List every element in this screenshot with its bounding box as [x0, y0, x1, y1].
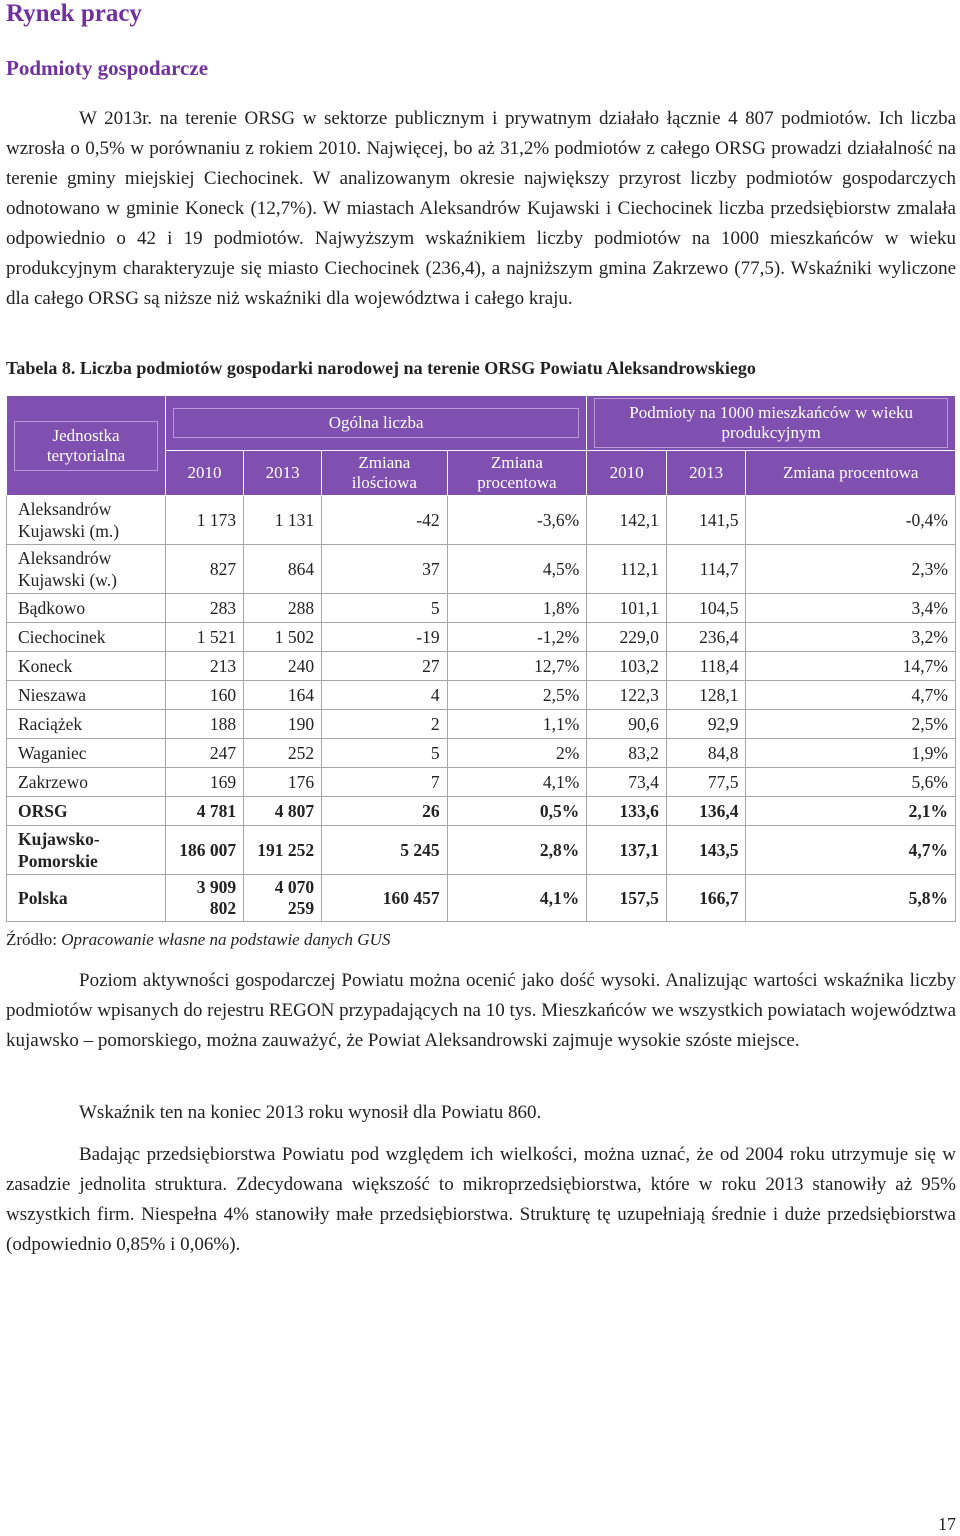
table-row [7, 875, 956, 922]
table-row [7, 545, 956, 594]
cell-c2010: 827 [166, 545, 244, 594]
header-unit: Jednostka terytorialna [7, 396, 166, 496]
cell-r2013: 166,7 [666, 875, 746, 922]
cell-pct: 1,8% [447, 594, 587, 623]
cell-r2013: 118,4 [666, 652, 746, 681]
cell-c2013: 176 [244, 768, 322, 797]
cell-rpct: 3,4% [746, 594, 956, 623]
cell-abs: 26 [322, 797, 448, 826]
cell-rpct: 2,1% [746, 797, 956, 826]
row-unit-name: Nieszawa [7, 681, 166, 710]
row-unit-name: Aleksandrów Kujawski (w.) [7, 545, 166, 594]
row-unit-name: Raciążek [7, 710, 166, 739]
cell-c2013: 864 [244, 545, 322, 594]
cell-rpct: 2,5% [746, 710, 956, 739]
header-2013: 2013 [244, 451, 322, 496]
cell-c2013: 252 [244, 739, 322, 768]
cell-pct: 2% [447, 739, 587, 768]
cell-r2010: 83,2 [587, 739, 667, 768]
cell-abs: 2 [322, 710, 448, 739]
cell-abs: -42 [322, 496, 448, 545]
cell-pct: 0,5% [447, 797, 587, 826]
cell-c2013: 191 252 [244, 826, 322, 875]
cell-abs: 5 [322, 739, 448, 768]
cell-c2010: 4 781 [166, 797, 244, 826]
cell-c2013: 240 [244, 652, 322, 681]
cell-rpct: 4,7% [746, 681, 956, 710]
cell-c2013: 1 502 [244, 623, 322, 652]
header-rate-2010: 2010 [587, 451, 667, 496]
cell-c2010: 169 [166, 768, 244, 797]
cell-c2013: 1 131 [244, 496, 322, 545]
row-unit-name: Waganiec [7, 739, 166, 768]
table-row [7, 496, 956, 545]
cell-rpct: 5,6% [746, 768, 956, 797]
page-title: Rynek pracy [6, 0, 142, 27]
cell-pct: 12,7% [447, 652, 587, 681]
cell-pct: -3,6% [447, 496, 587, 545]
header-group-total: Ogólna liczba [166, 396, 587, 451]
cell-r2010: 101,1 [587, 594, 667, 623]
cell-c2010: 3 909 802 [166, 875, 244, 922]
cell-abs: 5 245 [322, 826, 448, 875]
cell-r2010: 157,5 [587, 875, 667, 922]
cell-r2013: 104,5 [666, 594, 746, 623]
row-unit-name: Kujawsko-Pomorskie [7, 826, 166, 875]
table-row [7, 739, 956, 768]
cell-abs: 4 [322, 681, 448, 710]
cell-r2010: 73,4 [587, 768, 667, 797]
cell-rpct: -0,4% [746, 496, 956, 545]
cell-r2013: 114,7 [666, 545, 746, 594]
cell-abs: 27 [322, 652, 448, 681]
table-row [7, 623, 956, 652]
cell-r2013: 141,5 [666, 496, 746, 545]
cell-r2010: 122,3 [587, 681, 667, 710]
cell-r2013: 77,5 [666, 768, 746, 797]
row-unit-name: Zakrzewo [7, 768, 166, 797]
cell-pct: 4,5% [447, 545, 587, 594]
cell-abs: 37 [322, 545, 448, 594]
cell-c2010: 213 [166, 652, 244, 681]
body-paragraph-3: Badając przedsiębiorstwa Powiatu pod względem ich wielkości, można uznać, że od 2004 roku utrzymuje się w zasadzie jednolita struktura. Zdecydowana większość to mikroprzedsiębiorstwa, które w roku 2013 stanowiły aż 95% wszystkich firm. Niespełna 4% stanowiły małe przedsiębiorstwa. Strukturę tę uzupełniają średnie i duże przedsiębiorstwa (odpowiednio 0,85% i 0,06%). [6, 1144, 956, 1255]
cell-pct: -1,2% [447, 623, 587, 652]
table-row [7, 710, 956, 739]
cell-r2010: 133,6 [587, 797, 667, 826]
table-header-row-1 [7, 396, 956, 451]
cell-c2013: 164 [244, 681, 322, 710]
header-change-abs: Zmiana ilościowa [322, 451, 448, 496]
cell-rpct: 14,7% [746, 652, 956, 681]
cell-r2010: 137,1 [587, 826, 667, 875]
cell-abs: 5 [322, 594, 448, 623]
table-row [7, 594, 956, 623]
cell-pct: 4,1% [447, 875, 587, 922]
body-paragraph-2: Wskaźnik ten na koniec 2013 roku wynosił dla Powiatu 860. [79, 1102, 542, 1123]
cell-c2010: 1 173 [166, 496, 244, 545]
cell-c2013: 288 [244, 594, 322, 623]
cell-pct: 2,8% [447, 826, 587, 875]
page-number: 17 [938, 1514, 956, 1534]
header-group-rate: Podmioty na 1000 mieszkańców w wieku produkcyjnym [587, 396, 956, 451]
section-subtitle: Podmioty gospodarcze [6, 56, 209, 80]
cell-r2013: 143,5 [666, 826, 746, 875]
cell-c2010: 160 [166, 681, 244, 710]
cell-rpct: 5,8% [746, 875, 956, 922]
source-text: Opracowanie własne na podstawie danych GUS [61, 930, 391, 949]
cell-abs: -19 [322, 623, 448, 652]
cell-r2010: 142,1 [587, 496, 667, 545]
cell-r2010: 229,0 [587, 623, 667, 652]
header-rate-change-pct: Zmiana procentowa [746, 451, 956, 496]
cell-r2013: 92,9 [666, 710, 746, 739]
cell-abs: 160 457 [322, 875, 448, 922]
header-change-pct: Zmiana procentowa [447, 451, 587, 496]
table-row [7, 826, 956, 875]
cell-rpct: 1,9% [746, 739, 956, 768]
row-unit-name: Aleksandrów Kujawski (m.) [7, 496, 166, 545]
cell-r2013: 136,4 [666, 797, 746, 826]
cell-r2010: 112,1 [587, 545, 667, 594]
cell-rpct: 3,2% [746, 623, 956, 652]
cell-c2010: 247 [166, 739, 244, 768]
table-source [6, 930, 390, 950]
cell-r2013: 128,1 [666, 681, 746, 710]
table-row [7, 681, 956, 710]
data-table [6, 395, 956, 922]
body-paragraph-1: Poziom aktywności gospodarczej Powiatu można ocenić jako dość wysoki. Analizując wartości wskaźnika liczby podmiotów wpisanych do rejestru REGON przypadających na 10 tys. Mieszkańców we wszystkich powiatach województwa kujawsko – pomorskiego, można zauważyć, że Powiat Aleksandrowski zajmuje wysokie szóste miejsce. [6, 970, 956, 1051]
cell-r2013: 84,8 [666, 739, 746, 768]
table-row [7, 652, 956, 681]
cell-c2013: 4 070 259 [244, 875, 322, 922]
cell-c2010: 186 007 [166, 826, 244, 875]
table-caption: Tabela 8. Liczba podmiotów gospodarki narodowej na terenie ORSG Powiatu Aleksandrowskiego [6, 358, 756, 378]
header-rate-2013: 2013 [666, 451, 746, 496]
cell-rpct: 4,7% [746, 826, 956, 875]
table-row [7, 797, 956, 826]
cell-r2010: 103,2 [587, 652, 667, 681]
cell-c2010: 1 521 [166, 623, 244, 652]
source-label: Źródło: [6, 930, 57, 949]
table-row [7, 768, 956, 797]
cell-pct: 2,5% [447, 681, 587, 710]
row-unit-name: Polska [7, 875, 166, 922]
cell-c2013: 190 [244, 710, 322, 739]
row-unit-name: Bądkowo [7, 594, 166, 623]
cell-pct: 4,1% [447, 768, 587, 797]
header-2010: 2010 [166, 451, 244, 496]
intro-paragraph: W 2013r. na terenie ORSG w sektorze publicznym i prywatnym działało łącznie 4 807 podmiotów. Ich liczba wzrosła o 0,5% w porównaniu z rokiem 2010. Najwięcej, bo aż 31,2% podmiotów z całego ORSG prowadzi działalność na terenie gminy miejskiej Ciechocinek. W analizowanym okresie największy przyrost liczby podmiotów gospodarczych odnotowano w gminie Koneck (12,7%). W miastach Aleksandrów Kujawski i Ciechocinek liczba przedsiębiorstw zmalała odpowiednio o 42 i 19 podmiotów. Najwyższym wskaźnikiem liczby podmiotów na 1000 mieszkańców w wieku produkcyjnym charakteryzuje się miasto Ciechocinek (236,4), a najniższym gmina Zakrzewo (77,5). Wskaźniki wyliczone dla całego ORSG są niższe niż wskaźniki dla województwa i całego kraju. [6, 108, 956, 309]
cell-rpct: 2,3% [746, 545, 956, 594]
row-unit-name: ORSG [7, 797, 166, 826]
row-unit-name: Koneck [7, 652, 166, 681]
cell-r2013: 236,4 [666, 623, 746, 652]
cell-r2010: 90,6 [587, 710, 667, 739]
cell-c2013: 4 807 [244, 797, 322, 826]
cell-pct: 1,1% [447, 710, 587, 739]
row-unit-name: Ciechocinek [7, 623, 166, 652]
cell-c2010: 283 [166, 594, 244, 623]
cell-abs: 7 [322, 768, 448, 797]
cell-c2010: 188 [166, 710, 244, 739]
